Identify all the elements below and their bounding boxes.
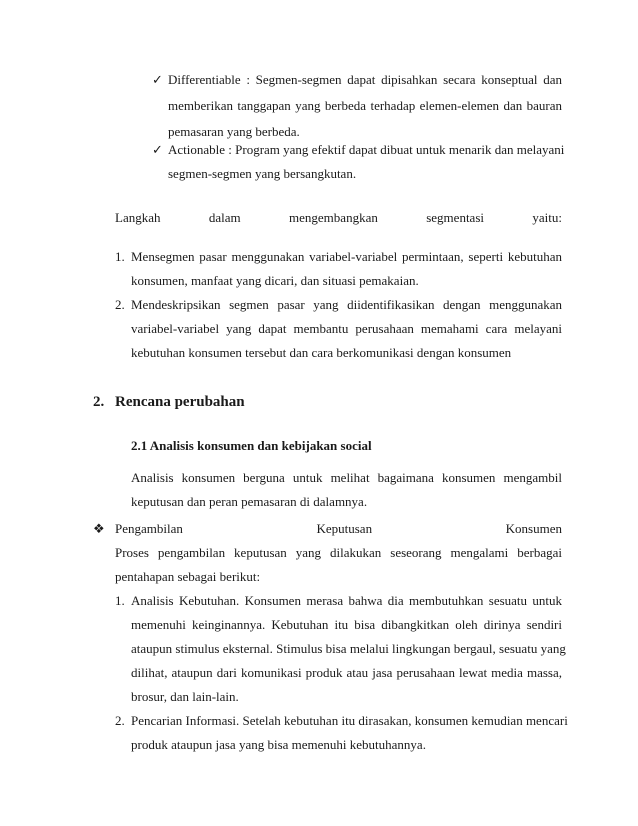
criteria-text: pemasaran yang berbeda. xyxy=(168,124,300,139)
list-item-text: dilihat, ataupun dari komunikasi produk atau jasa perusahaan lewat media massa, xyxy=(131,665,562,680)
criteria-text: Differentiable : Segmen-segmen dapat dipisahkan secara konseptual dan xyxy=(168,72,562,87)
list-item-text: produk ataupun jasa yang bisa memenuhi kebutuhannya. xyxy=(131,737,426,752)
decision-heading: Pengambilan Keputusan Konsumen xyxy=(115,521,562,536)
list-item-text: brosur, dan lain-lain. xyxy=(131,689,239,704)
list-number: 2. xyxy=(115,713,125,728)
list-item-text: kebutuhan konsumen tersebut dan cara berkomunikasi dengan konsumen xyxy=(131,345,512,360)
criteria-text: segmen-segmen yang bersangkutan. xyxy=(168,166,357,181)
diamond-bullet-icon: ❖ xyxy=(93,521,105,536)
steps-intro: Langkah dalam mengembangkan segmentasi yaitu: xyxy=(115,210,562,225)
list-item-text: Mensegmen pasar menggunakan variabel-variabel permintaan, seperti kebutuhan xyxy=(131,249,562,264)
list-number: 2. xyxy=(115,297,125,312)
criteria-text: Actionable : Program yang efektif dapat dibuat untuk menarik dan melayani xyxy=(168,142,565,157)
list-item-text: memenuhi keinginannya. Kebutuhan itu bisa dibangkitkan oleh dirinya sendiri xyxy=(131,617,562,632)
section-number: 2. xyxy=(93,394,105,410)
paragraph-text: Analisis konsumen berguna untuk melihat bagaimana konsumen mengambil xyxy=(131,470,562,485)
list-number: 1. xyxy=(115,593,125,608)
paragraph-text: Proses pengambilan keputusan yang dilakukan seseorang mengalami berbagai xyxy=(115,545,562,560)
list-item-text: variabel-variabel yang dapat membantu perusahaan memahami cara melayani xyxy=(131,321,562,336)
checkmark-icon: ✓ xyxy=(152,142,163,157)
paragraph-text: pentahapan sebagai berikut: xyxy=(115,569,261,584)
list-item-text: Pencarian Informasi. Setelah kebutuhan itu dirasakan, konsumen kemudian mencari xyxy=(131,713,568,728)
list-item-text: Mendeskripsikan segmen pasar yang diidentifikasikan dengan menggunakan xyxy=(131,297,562,312)
list-item-text: Analisis Kebutuhan. Konsumen merasa bahwa dia membutuhkan sesuatu untuk xyxy=(131,593,562,608)
list-item-text: konsumen, manfaat yang dicari, dan situasi pemakaian. xyxy=(131,273,419,288)
criteria-text: memberikan tanggapan yang berbeda terhadap elemen-elemen dan bauran xyxy=(168,98,562,113)
list-number: 1. xyxy=(115,249,125,264)
paragraph-text: keputusan dan peran pemasaran di dalamnya. xyxy=(131,494,368,509)
subsection-title: 2.1 Analisis konsumen dan kebijakan social xyxy=(131,438,372,453)
section-title: Rencana perubahan xyxy=(115,394,245,410)
list-item-text: ataupun stimulus eksternal. Stimulus bisa melalui lingkungan bergaul, sesuatu yang xyxy=(131,641,566,656)
checkmark-icon: ✓ xyxy=(152,72,163,87)
